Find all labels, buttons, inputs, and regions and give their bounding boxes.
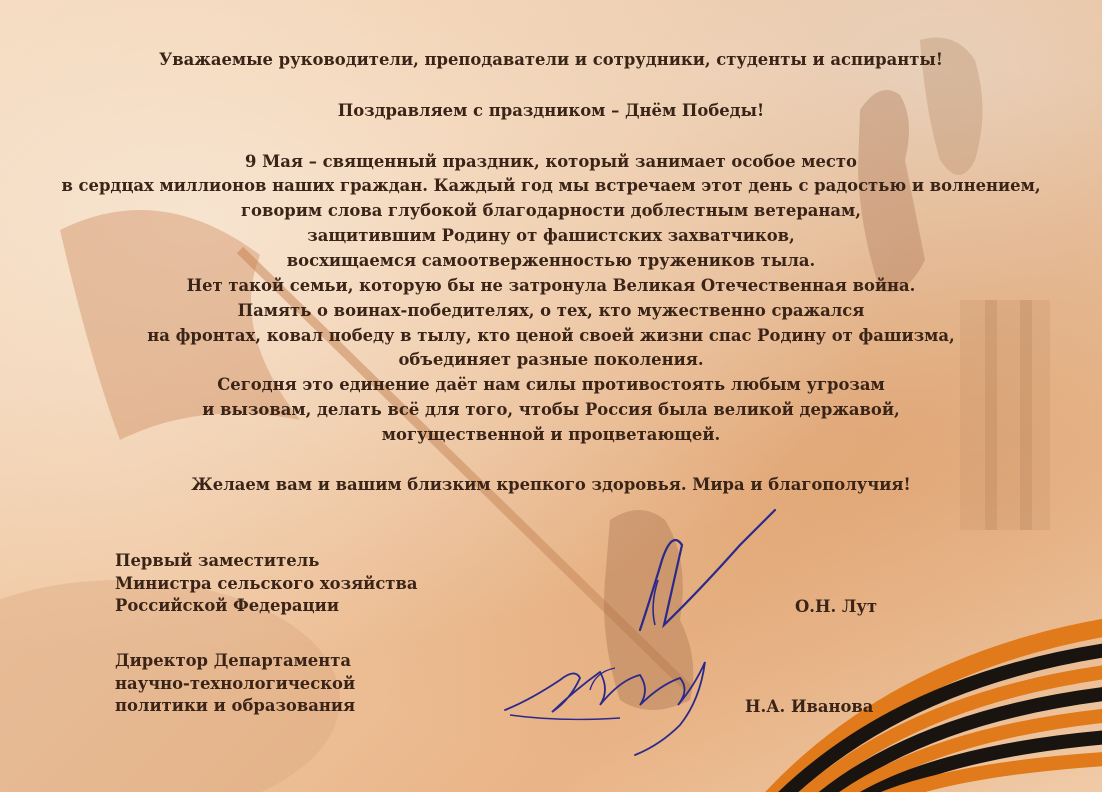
body-line: на фронтах, ковал победу в тылу, кто ценой своей жизни спас Родину от фашизма, xyxy=(147,326,955,345)
signatory-title-line: политики и образования xyxy=(115,696,356,715)
body-line: 9 Мая – священный праздник, который занимает особое место xyxy=(245,152,857,171)
body-line: Нет такой семьи, которую бы не затронула Великая Отечественная война. xyxy=(186,276,916,295)
body-line: защитившим Родину от фашистских захватчиков, xyxy=(307,226,795,245)
closing-wish: Желаем вам и вашим близким крепкого здоровья. Мира и благополучия! xyxy=(191,475,911,494)
signatory-title-2 xyxy=(115,650,515,718)
signatory-title-line: Министра сельского хозяйства xyxy=(115,573,418,593)
signatory-title-line: Директор Департамента xyxy=(115,651,352,670)
body-line: Сегодня это единение даёт нам силы противостоять любым угрозам xyxy=(217,375,885,394)
body-line: Память о воинах-победителях, о тех, кто мужественно сражался xyxy=(237,301,865,320)
body-line: говорим слова глубокой благодарности доблестным ветеранам, xyxy=(241,201,861,220)
body-line: в сердцах миллионов наших граждан. Каждый год мы встречаем этот день с радостью и волнением, xyxy=(61,176,1041,195)
body-line: могущественной и процветающей. xyxy=(381,425,721,444)
congratulation: Поздравляем с праздником – Днём Победы! xyxy=(337,101,765,120)
signatory-name-2: Н.А. Иванова xyxy=(745,697,874,716)
signatory-title-line: Российской Федерации xyxy=(115,596,339,615)
body-line: и вызовам, делать всё для того, чтобы Россия была великой державой, xyxy=(202,400,900,419)
greeting: Уважаемые руководители, преподаватели и сотрудники, студенты и аспиранты! xyxy=(158,50,944,69)
signatory-title-line: Первый заместитель xyxy=(115,551,320,570)
body-line: восхищаемся самоотверженностью тружеников тыла. xyxy=(286,251,816,270)
signatory-title-1 xyxy=(115,550,515,618)
body-line: объединяет разные поколения. xyxy=(398,350,704,369)
signatory-name-1: О.Н. Лут xyxy=(795,597,878,616)
signatory-title-line: научно-технологической xyxy=(115,673,356,693)
